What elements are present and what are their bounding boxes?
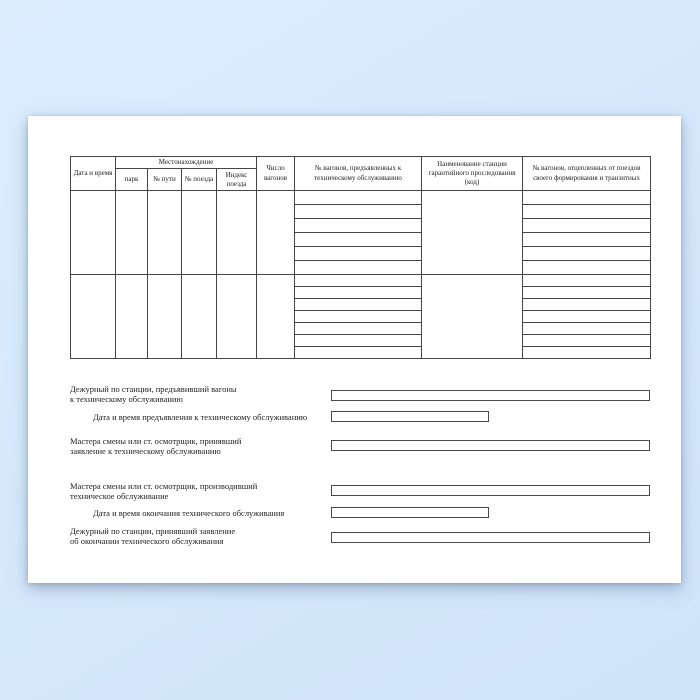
cell-wagons-uncoupled[interactable] (523, 287, 651, 299)
cell-wagons-uncoupled[interactable] (523, 299, 651, 311)
cell-station-name[interactable] (422, 191, 523, 275)
label-line: заявление к техническому обслуживанию (70, 445, 221, 456)
cell-wagons-uncoupled[interactable] (523, 323, 651, 335)
input-duty-officer-presented[interactable] (331, 390, 650, 401)
label-line: Мастера смены или ст. осмотрщик, производивший (70, 481, 258, 491)
cell-wagons-uncoupled[interactable] (523, 311, 651, 323)
cell-wagons-presented[interactable] (295, 261, 422, 275)
col-header-location-group: Местонахождение (116, 157, 257, 169)
cell-wagons-uncoupled[interactable] (523, 347, 651, 359)
col-header-date-time: Дата и время (71, 157, 116, 191)
col-header-wagons-presented: № вагонов, предъявленных к техническому обслуживанию (295, 157, 422, 191)
cell-wagons-presented[interactable] (295, 335, 422, 347)
input-shift-master-accepted[interactable] (331, 440, 650, 451)
cell-wagons-presented[interactable] (295, 299, 422, 311)
cell-wagons-uncoupled[interactable] (523, 219, 651, 233)
cell-train-index[interactable] (217, 275, 257, 359)
label-date-time-finished (93, 509, 353, 519)
label-line: к техническому обслуживанию (70, 393, 183, 404)
cell-wagons-uncoupled[interactable] (523, 261, 651, 275)
input-date-time-presented[interactable] (331, 411, 489, 422)
cell-train-no[interactable] (182, 191, 217, 275)
input-shift-master-performed[interactable] (331, 485, 650, 496)
cell-wagons-presented[interactable] (295, 311, 422, 323)
label-date-time-presented (93, 413, 353, 423)
label-line: Дата и время окончания технического обслуживания (93, 508, 285, 518)
col-header-wagons-uncoupled: № вагонов, отцепленных от поездов своего формирования и транзитных (523, 157, 651, 191)
cell-park[interactable] (116, 275, 148, 359)
input-date-time-finished[interactable] (331, 507, 489, 518)
input-duty-officer-accepted[interactable] (331, 532, 650, 543)
cell-wagons-presented[interactable] (295, 219, 422, 233)
label-duty-officer-accepted (70, 527, 330, 547)
cell-wagons-presented[interactable] (295, 287, 422, 299)
form-page (28, 116, 681, 583)
col-header-station-name: Наименование станции гарантийного проследования (код) (422, 157, 523, 191)
col-header-track-no: № пути (148, 169, 182, 191)
cell-wagons-presented[interactable] (295, 191, 422, 205)
cell-wagons-presented[interactable] (295, 347, 422, 359)
cell-train-index[interactable] (217, 191, 257, 275)
label-line: Дата и время предъявления к техническому обслуживанию (93, 412, 308, 422)
cell-park[interactable] (116, 191, 148, 275)
label-line: Дежурный по станции, предъявивший вагоны (70, 384, 237, 394)
cell-wagons-uncoupled[interactable] (523, 275, 651, 287)
label-duty-officer-presented (70, 385, 330, 405)
label-line: Дежурный по станции, принявший заявление (70, 526, 236, 536)
cell-wagons-uncoupled[interactable] (523, 233, 651, 247)
label-line: техническое обслуживание (70, 490, 169, 501)
cell-date-time[interactable] (71, 191, 116, 275)
cell-track-no[interactable] (148, 191, 182, 275)
cell-wagons-uncoupled[interactable] (523, 335, 651, 347)
cell-date-time[interactable] (71, 275, 116, 359)
cell-wagons-uncoupled[interactable] (523, 191, 651, 205)
cell-wagons-presented[interactable] (295, 205, 422, 219)
table-body (71, 191, 651, 359)
label-line: об окончании технического обслуживания (70, 535, 224, 546)
label-shift-master-performed (70, 482, 330, 502)
col-header-train-index: Индекс поезда (217, 169, 257, 191)
label-shift-master-accepted (70, 437, 330, 457)
col-header-train-no: № поезда (182, 169, 217, 191)
cell-track-no[interactable] (148, 275, 182, 359)
cell-station-name[interactable] (422, 275, 523, 359)
cell-wagons-presented[interactable] (295, 233, 422, 247)
cell-wagons-uncoupled[interactable] (523, 205, 651, 219)
col-header-park: парк (116, 169, 148, 191)
cell-wagons-presented[interactable] (295, 275, 422, 287)
label-line: Мастера смены или ст. осмотрщик, принявший (70, 436, 242, 446)
cell-wagons-presented[interactable] (295, 247, 422, 261)
cell-train-no[interactable] (182, 275, 217, 359)
col-header-wagon-count: Число вагонов (257, 157, 295, 191)
maintenance-log-table (70, 156, 651, 359)
cell-wagons-presented[interactable] (295, 323, 422, 335)
cell-wagon-count[interactable] (257, 191, 295, 275)
cell-wagon-count[interactable] (257, 275, 295, 359)
cell-wagons-uncoupled[interactable] (523, 247, 651, 261)
